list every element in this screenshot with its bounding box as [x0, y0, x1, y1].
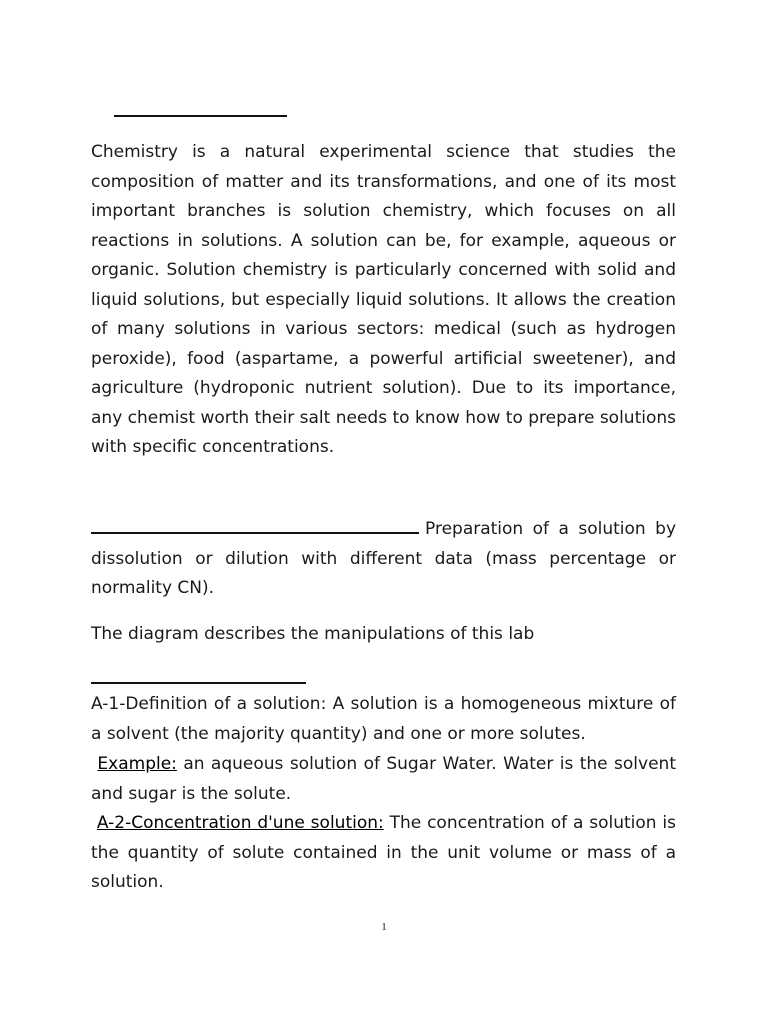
definition-paragraph: A-1-Definition of a solution: A solution is a homogeneous mixture of a solvent (the majority quantity) and one or more solutes.: [91, 694, 676, 744]
concentration-label: A-2-Concentration d'une solution:: [96, 813, 384, 833]
diagram-sentence: The diagram describes the manipulations of this lab: [91, 624, 535, 644]
objective-text: Preparation of a solution by dissolution or dilution with different data (mass percentage or normality CN).: [91, 519, 676, 598]
concentration-text: The concentration of a solution is the quantity of solute contained in the unit volume or mass of a solution.: [91, 813, 676, 892]
example-paragraph: [91, 750, 676, 809]
heading-rule-top: [114, 115, 287, 117]
page-number: 1: [381, 921, 387, 933]
heading-rule-theory: [91, 682, 306, 684]
intro-paragraph: Chemistry is a natural experimental science that studies the composition of matter and its transformations, and one of its most important branches is solution chemistry, which focuses on all reactions in solutions. A solution can be, for example, aqueous or organic. Solution chemistry is particularly concerned with solid and liquid solutions, but especially liquid solutions. It allows the creation of many solutions in various sectors: medical (such as hydrogen peroxide), food (aspartame, a powerful artificial sweetener), and agriculture (hydroponic nutrient solution). Due to its importance, any chemist worth their salt needs to know how to prepare solutions with specific concentrations.: [91, 142, 676, 457]
heading-rule-objective: [91, 518, 419, 534]
example-text: an aqueous solution of Sugar Water. Water is the solvent and sugar is the solute.: [91, 754, 676, 804]
example-label: Example:: [97, 754, 177, 774]
concentration-paragraph: [91, 809, 676, 898]
objective-paragraph: [91, 515, 676, 604]
